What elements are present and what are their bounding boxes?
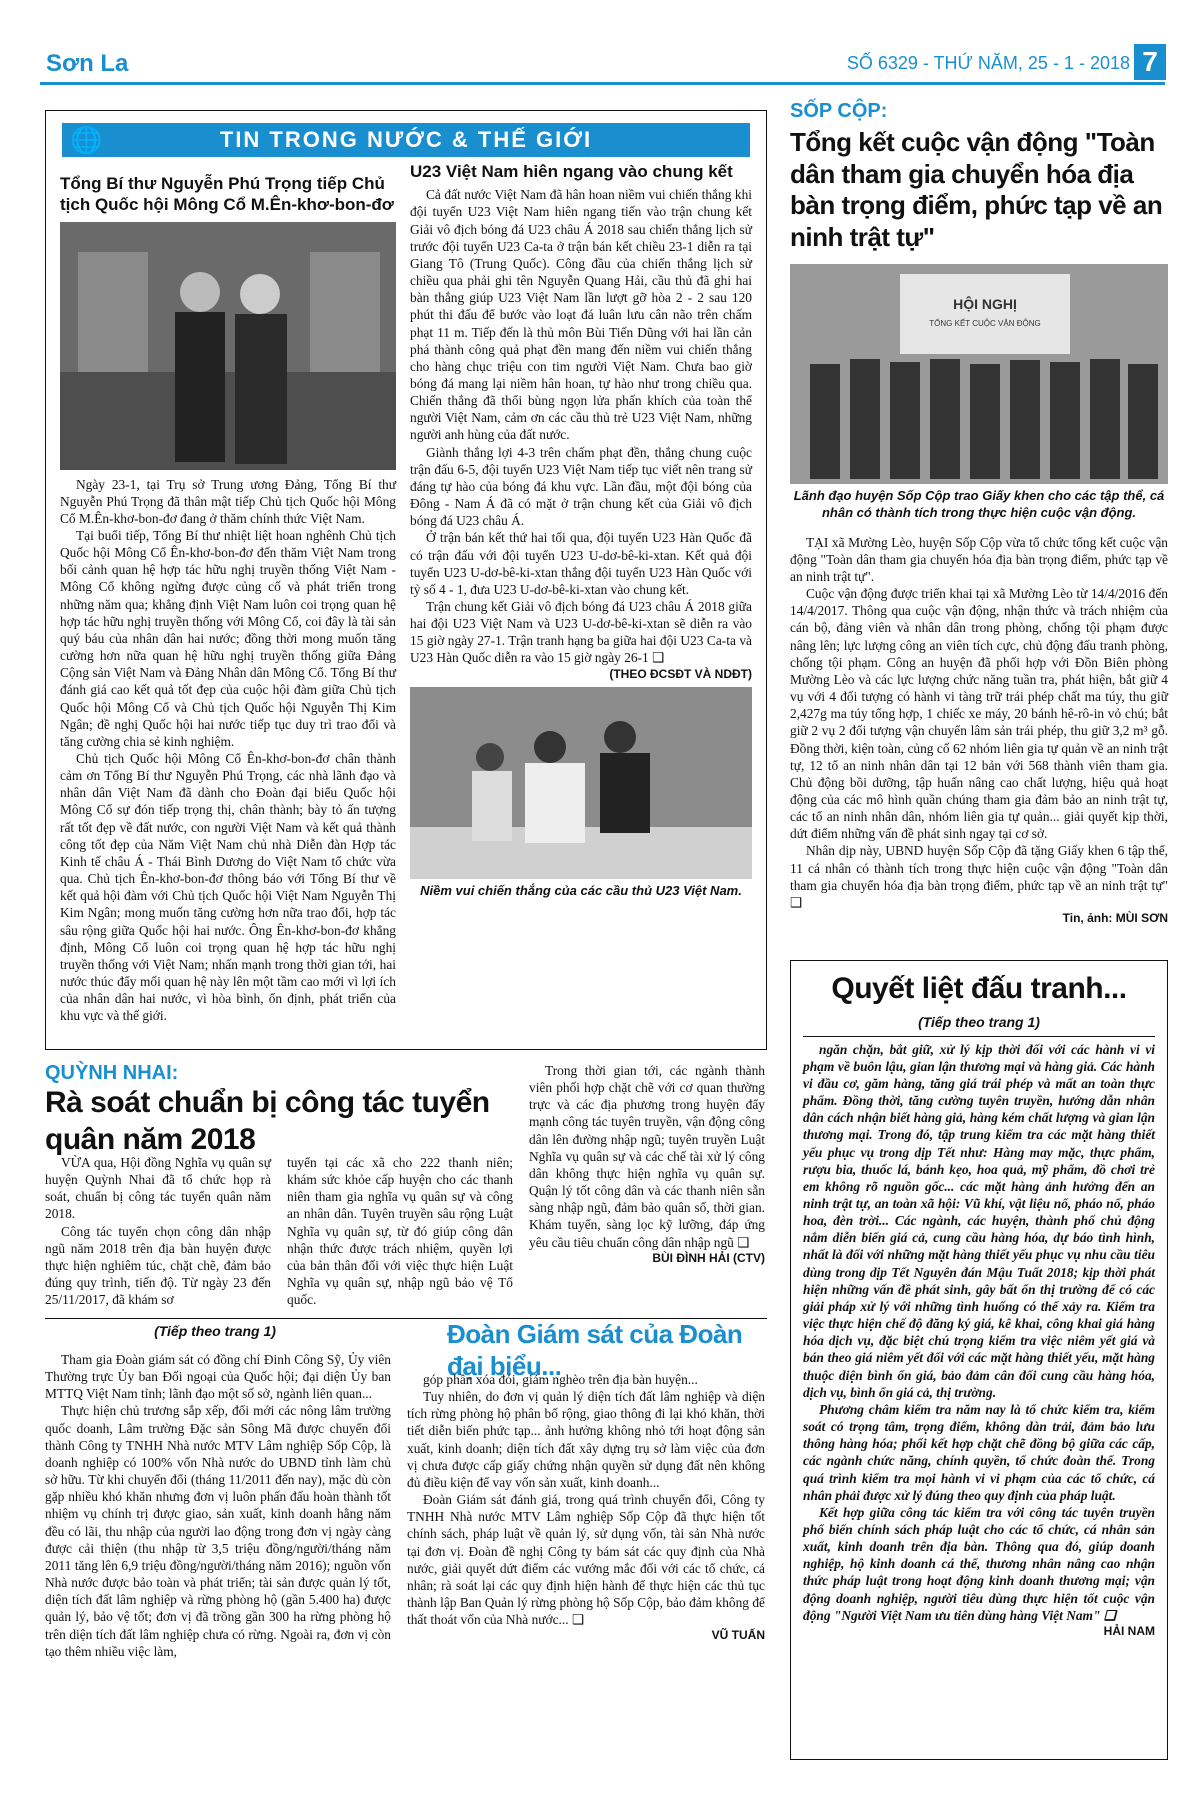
sopcop-para: Cuộc vận động được triển khai tại xã Mường Lèo từ 14/4/2016 đến 14/4/2017. Thông qua cuộc vận động, nhận thức và trách nhiệm của cán bộ, đảng viên và nhân dân trong phòng, chống tội phạm được nâng lên; lực lượng công an viên tích cực, chủ động đấu tranh phòng, chống tội phạm. Công an huyện đã phối hợp với Đồn Biên phòng Mường Lèo và các lực lượng chức năng tuần tra, phát hiện, bắt giữ 4 vụ với 4 đối tượng có hành vi tàng trữ trái phép chất ma túy, thu giữ 2,427g ma túy tổng hợp, 1 chiếc xe máy, 20 bánh hê-rô-in vỏ chú; bắt giữ 2 vụ 2 đối tượng vận chuyển lâm sản trái phép, thu giữ 3,2 m³ gỗ. Đồng thời, kiện toàn, củng cố 62 nhóm liên gia tự quản về an ninh trật tự, 12 tổ an ninh nhân dân tại 12 bản với 568 thành viên tham gia. Chủ động bồi dưỡng, tập huấn nâng cao chất lượng, hiệu quả hoạt động của các mô hình quần chúng tham gia đảm bảo an ninh trật tự, các tổ an ninh nhân dân, nhóm liên gia tự quản... giải quyết kịp thời, dứt điểm những vấn đề phát sinh ngay tại cơ sở. (790, 586, 1168, 842)
article-2-para: Ở trận bán kết thứ hai tối qua, đội tuyển U23 Hàn Quốc đã có trận đấu với đội tuyển U23 U-dơ-bê-ki-xtan. Kết quả đội tuyển U23 U-dơ-bê-ki-xtan thắng đội tuyển U23 Hàn Quốc với tỷ số 4 - 1, đưa U23 U-dơ-bê-ki-xtan vào chung kết. (410, 530, 752, 597)
sopcop-headline: Tổng kết cuộc vận động "Toàn dân tham gia chuyển hóa địa bàn trọng điểm, phức tạp về an ninh trật tự" (790, 127, 1163, 253)
photo-u23-celebration (410, 687, 752, 879)
photo-u23-caption: Niềm vui chiến thắng của các cầu thủ U23 Việt Nam. (420, 882, 742, 898)
doan-para: góp phần xóa đói, giảm nghèo trên địa bàn huyện... (423, 1372, 698, 1387)
sopcop-kicker: SỐP CỘP: (790, 100, 888, 122)
article-1-para: Tại buổi tiếp, Tổng Bí thư nhiệt liệt hoan nghênh Chủ tịch Quốc hội Mông Cổ Ên-khơ-bon-đơ đến thăm Việt Nam trong bối cảnh quan hệ hợp tác hữu nghị truyền thống Việt Nam - Mông Cổ không ngừng được củng cố và phát triển trong những năm qua; khẳng định Việt Nam luôn coi trọng quan hệ hợp tác hữu nghị truyền thống với Mông Cổ, coi đây là tài sản quý báu của nhân dân hai nước; đồng thời mong muốn tăng cường hơn nữa quan hệ hữu nghị truyền thống giữa Đảng Cộng sản Việt Nam và Đảng Nhân dân Mông Cổ. Tổng Bí thư đánh giá cao kết quả tốt đẹp của cuộc hội đàm giữa Chủ tịch Quốc hội Mông Cổ và Chủ tịch Quốc hội Nguyễn Thị Kim Ngân; đề nghị Quốc hội hai nước tiếp tục duy trì trao đổi và tăng cường chia sẻ kinh nghiệm. (60, 527, 396, 749)
quyet-para: ngăn chặn, bắt giữ, xử lý kịp thời đối với các hành vi vi phạm về buôn lậu, gian lận thương mại và hàng giả. Các hành vi đầu cơ, găm hàng, tăng giá trái phép và mất an toàn thực phẩm. Đồng thời, tăng cường tuyên truyền, hướng dẫn nhân dân cách nhận biết hàng giả, hàng kém chất lượng và gian lận thương mại. Trong đó, tập trung kiểm tra các mặt hàng thiết yếu phục vụ trong dịp Tết như: Hàng may mặc, thực phẩm, rượu bia, thuốc lá, bánh kẹo, hoa quả, mỹ phẩm, đồ chơi trẻ em không rõ nguồn gốc... các mặt hàng ảnh hưởng đến an ninh trật tự, an toàn xã hội: Vũ khí, vật liệu nổ, pháo nổ, pháo hoa, đèn trời... Các ngành, các huyện, thành phố chủ động nắm diễn biến giá cả, cung cầu hàng hóa, dự báo tình hình, nhất là đối với những mặt hàng thiết yếu phục vụ nhu cầu tiêu dùng trong dịp Tết Nguyên đán Mậu Tuất 2018; kịp thời phát hiện những vấn đề phát sinh, gây bất ổn thị trường để có các giải pháp xử lý với những tình huống có thể xảy ra. Kiểm tra việc thực hiện chế độ đăng ký giá, kê khai, công khai giá hàng hóa dịch vụ, đặc biệt chú trọng kiểm tra việc niêm yết giá và bán theo giá niêm yết đối với các mặt hàng thiết yếu, mặt hàng thuộc diện bình ổn giá, bảo đảm cân đối cung cầu hàng hóa, dịch vụ, bình ổn giá cả, thị trường. (803, 1041, 1155, 1400)
quyet-continued: (Tiếp theo trang 1) (918, 1013, 1040, 1030)
doan-byline: VŨ TUẤN (711, 1628, 765, 1643)
ceremony-banner-text: HỘI NGHỊ (953, 295, 1017, 312)
article-1-title: Tổng Bí thư Nguyễn Phú Trọng tiếp Chủ tịch Quốc hội Mông Cổ M.Ên-khơ-bon-đơ (60, 174, 394, 215)
article-1-para: Chủ tịch Quốc hội Mông Cổ Ên-khơ-bon-đơ chân thành cảm ơn Tổng Bí thư Nguyễn Phú Trọng, các nhà lãnh đạo và nhân dân Việt Nam đã dành cho Đoàn đại biểu Quốc hội Mông Cổ sự đón tiếp trọng thị, chân thành; bày tỏ ấn tượng rất tốt đẹp về đất nước, con người Việt Nam và kết quả thành công tốt đẹp của Năm Việt Nam chủ nhà Diễn đàn Hợp tác Kinh tế châu Á - Thái Bình Dương do Việt Nam tổ chức vừa qua. Chủ tịch Ên-khơ-bon-đơ thông báo với Tổng Bí thư về kết quả hội đàm với Chủ tịch Quốc hội Việt Nam Nguyễn Thị Kim Ngân; mong muốn tăng cường hơn nữa trao đổi, hợp tác sâu rộng giữa Quốc hội hai nước. Ông Ên-khơ-bon-đơ khẳng định, Mông Cổ luôn coi trọng quan hệ hợp tác hữu nghị truyền thống với Việt Nam; nhấn mạnh trong thời gian tới, hai nước thúc đẩy mối quan hệ này lên một tầm cao mới vì lợi ích của nhân dân hai nước, vì hòa bình, ổn định, phát triển của khu vực và thế giới. (60, 751, 396, 1024)
article-2-para: Trận chung kết Giải vô địch bóng đá U23 châu Á 2018 giữa hai đội U23 Việt Nam và U23 U-dơ-bê-ki-xtan sẽ diễn ra vào 15 giờ ngày 27-1. Trận tranh hạng ba giữa hai đội U23 Ca-ta và U23 Hàn Quốc diễn ra vào 15 giờ ngày 26-1 ❑ (410, 599, 752, 666)
quyet-para: Kết hợp giữa công tác kiểm tra với công tác tuyên truyền phổ biến chính sách pháp luật cho các tổ chức, cá nhân sản xuất, kinh doanh trên địa bàn. Thông qua đó, giúp doanh nghiệp, hộ kinh doanh cá thể, thương nhân nâng cao nhận thức pháp luật trong hoạt động kinh doanh thương mại; vận động doanh nghiệp, người tiêu dùng thực hiện tốt cuộc vận động "Người Việt Nam ưu tiên dùng hàng Việt Nam" ❑ (803, 1504, 1155, 1623)
doan-para: Tuy nhiên, do đơn vị quản lý diện tích đất lâm nghiệp và diện tích rừng phòng hộ phân bố rộng, giao thông đi lại khó khăn, thời tiết diễn biến phức tạp... ảnh hưởng không nhỏ tới hoạt động sản xuất, kinh doanh; diện tích đất xây dựng trụ sở làm việc của đơn vị chưa được cấp giấy chứng nhận quyền sử dụng đất nên không đủ điều kiện để vay vốn sản xuất, kinh doanh... (407, 1389, 765, 1490)
quynhnhai-para: Công tác tuyển chọn công dân nhập ngũ năm 2018 trên địa bàn huyện được thực hiện nghiêm túc, chặt chẽ, đảm bảo đúng quy trình, tiến độ. Từ ngày 23 đến 25/11/2017, đã khám sơ (45, 1223, 271, 1308)
article-1-para: Ngày 23-1, tại Trụ sở Trung ương Đảng, Tổng Bí thư Nguyễn Phú Trọng đã thân mật tiếp Chủ tịch Quốc hội Mông Cổ M.Ên-khơ-bon-đơ đang ở thăm chính thức Việt Nam. (60, 476, 396, 526)
news-box (45, 110, 767, 1050)
ceremony-image (790, 264, 1168, 484)
quynhnhai-col-3 (529, 1062, 765, 1265)
news-banner (62, 123, 750, 157)
doan-para: Đoàn Giám sát đánh giá, trong quá trình chuyển đổi, Công ty TNHH Nhà nước MTV Lâm nghiệp Sốp Cộp đã thực hiện tốt chính sách, pháp luật về quản lý, sử dụng vốn, tài sản Nhà nước tại đơn vị. Đoàn đề nghị Công ty bám sát các quy định của Nhà nước, giải quyết dứt điểm các vướng mắc đối với các tổ chức, cá nhân; rà soát lại các quy định hiện hành để thực hiện các thủ tục thành lập Ban Quản lý rừng phòng hộ Sốp Cộp, bảo đảm không để thất thoát vốn của Nhà nước... ❑ (407, 1492, 765, 1628)
sopcop-para: TẠI xã Mường Lèo, huyện Sốp Cộp vừa tổ chức tổng kết cuộc vận động "Toàn dân tham gia chuyển hóa địa bàn trọng điểm, phức tạp về an ninh trật tự". (790, 534, 1168, 584)
news-banner-label: TIN TRONG NƯỚC & THẾ GIỚI (219, 127, 593, 152)
issue-info: SỐ 6329 - THỨ NĂM, 25 - 1 - 2018 (846, 53, 1130, 73)
page-number: 7 (1134, 44, 1166, 80)
quyet-box (790, 960, 1168, 1760)
sopcop-para: Nhân dịp này, UBND huyện Sốp Cộp đã tặng Giấy khen 6 tập thể, 11 cá nhân có thành tích trong thực hiện cuộc vận động "Toàn dân tham gia chuyển hóa địa bàn trọng điểm, phức tạp về an ninh trật tự" ❑ (790, 843, 1168, 910)
quyet-headline: Quyết liệt đấu tranh... (831, 972, 1127, 1005)
ceremony-banner-sub: TỔNG KẾT CUỘC VẬN ĐỘNG (929, 318, 1041, 328)
handshake-image (60, 222, 396, 470)
photo-leaders-handshake (60, 222, 396, 470)
quynhnhai-article (45, 1062, 767, 1308)
quynhnhai-byline: BÙI ĐÌNH HẢI (CTV) (652, 1250, 765, 1265)
doan-col-1 (45, 1351, 391, 1660)
article-2-para: Giành thắng lợi 4-3 trên chấm phạt đền, thắng chung cuộc trận đấu 6-5, đội tuyển U23 Việt Nam tiếp tục viết nên trang sử đáng tự hào của bóng đá khu vực. Lần đầu, một đội bóng của Đông - Nam Á đã có mặt ở trận chung kết của Giải vô địch bóng đá U23 châu Á. (410, 444, 752, 529)
doan-col-2 (407, 1371, 765, 1642)
quynhnhai-col-1 (45, 1154, 271, 1308)
sopcop-article (790, 100, 1168, 925)
quynhnhai-para: Trong thời gian tới, các ngành thành viên phối hợp chặt chẽ với cơ quan thường trực và các địa phương trong huyện đẩy mạnh công tác tuyên truyền, vận động công dân lên đường nhập ngũ; tuyên truyền Luật Nghĩa vụ quân sự và các chế tài xử lý công dân không thực hiện nghĩa vụ quân sự. Quận lý tốt công dân và các thanh niên sẵn sàng nhập ngũ, đảm bảo quân số, thời gian. Khám tuyển, sàng lọc kỹ lưỡng, đáp ứng yêu cầu tiêu chuẩn công dân nhập ngũ ❑ (529, 1063, 765, 1250)
news-col-2 (410, 161, 752, 900)
celebration-image (410, 687, 752, 879)
doan-article (45, 1318, 767, 1659)
article-2-para: Cả đất nước Việt Nam đã hân hoan niềm vui chiến thắng khi đội tuyển U23 Việt Nam hiên ngang tiến vào trận chung kết Giải vô địch bóng đá U23 châu Á 2018 sau chiến thắng lịch sử trước đội tuyển U23 Ca-ta ở trận bán kết chiều 23-1 diễn ra tại Giang Tô (Trung Quốc). Công đầu của chiến thắng lịch sử chiều qua phải ghi tên Nguyễn Quang Hải, cầu thủ đã ghi hai bàn thắng giúp U23 Việt Nam lần lượt gỡ hòa 2 - 2 sau 120 phút thi đấu để bước vào loạt đá luân lưu cân não trên chấm phạt 11 m. Tiếp đến là thủ môn Bùi Tiến Dũng với hai lần cản phá thành công quả phạt đền mang đến niềm vui chiến thắng cho hàng chục triệu con tim người Việt Nam. Chưa bao giờ bóng đá mang lại niềm hân hoan, tự hào như trong chiều qua. Chiến thắng đã thổi bùng ngọn lửa phấn khích của toàn thể người Việt Nam, cảm ơn các cầu thủ trẻ U23 Việt Nam, những người anh hùng của đất nước. (410, 187, 752, 443)
section-name: Sơn La (46, 50, 129, 77)
quynhnhai-col-2 (287, 1154, 513, 1308)
photo-award-ceremony (790, 264, 1168, 484)
doan-para: Thực hiện chủ trương sắp xếp, đổi mới các nông lâm trường quốc doanh, Lâm trường Đặc sản Sông Mã được chuyển đổi thành Công ty TNHH Nhà nước MTV Lâm nghiệp Sốp Cộp, là doanh nghiệp có 100% vốn Nhà nước do UBND tỉnh làm chủ sở hữu. Từ khi chuyển đổi (tháng 11/2011 đến nay), mặc dù còn gặp nhiều khó khăn nhưng đơn vị luôn phấn đấu hoàn thành tốt nhiệm vụ chính trị được giao, sản xuất, kinh doanh hằng năm đều có lãi, thu nhập của người lao động trong đơn vị ngày càng được cải thiện (thu nhập từ 3,5 triệu đồng/người/tháng năm 2011 tăng lên 6,9 triệu đồng/người/tháng năm 2016); nguồn vốn Nhà nước được bảo toàn và phát triển; tài sản được quản lý tốt, diện tích đất lâm nghiệp và rừng phòng hộ (gần 5.400 ha) được quản lý, bảo vệ tốt; đơn vị đã trồng gần 300 ha rừng phòng hộ trên diện tích đất lâm nghiệp chưa có rừng. Ngoài ra, đơn vị còn tạo thêm nhiều việc làm, (45, 1403, 391, 1659)
quynhnhai-para: tuyển tại các xã cho 222 thanh niên; khám sức khỏe cấp huyện cho các thanh niên tham gia nghĩa vụ quân sự và công an nhân dân. Tuyên truyền sâu rộng Luật Nghĩa vụ quân sự, từ đó giúp công dân nhận thức được trách nhiệm, quyền lợi của bản thân đối với việc thực hiện Luật Nghĩa vụ quân sự, nhập ngũ bảo vệ Tổ quốc. (287, 1155, 513, 1308)
doan-headline: Đoàn Giám sát của Đoàn đại biểu... (447, 1319, 743, 1381)
doan-para: Tham gia Đoàn giám sát có đồng chí Đinh Công Sỹ, Ủy viên Thường trực Ủy ban Đối ngoại của Quốc hội; đại diện Ủy ban MTTQ Việt Nam tỉnh; lãnh đạo một số sở, ngành liên quan... (45, 1352, 391, 1402)
sopcop-byline: Tin, ảnh: MÙI SƠN (1062, 911, 1168, 926)
quynhnhai-headline: Rà soát chuẩn bị công tác tuyển quân năm 2018 (45, 1086, 490, 1156)
quynhnhai-para: VỪA qua, Hội đồng Nghĩa vụ quân sự huyện Quỳnh Nhai đã tổ chức họp rà soát, chuẩn bị công tác tuyển quân năm 2018. (45, 1155, 271, 1222)
quyet-byline: HẢI NAM (1103, 1623, 1155, 1638)
article-2-source: (THEO ĐCSĐT VÀ NDĐT) (609, 666, 752, 681)
quynhnhai-kicker: QUỲNH NHAI: (45, 1062, 179, 1084)
news-col-1 (60, 173, 396, 1025)
article-2-title: U23 Việt Nam hiên ngang vào chung kết (410, 162, 733, 181)
globe-icon: 🌐 (70, 125, 105, 155)
header-rule (40, 82, 1165, 85)
sopcop-caption: Lãnh đạo huyện Sốp Cộp trao Giấy khen cho các tập thể, cá nhân có thành tích trong thực hiện cuộc vận động. (793, 487, 1165, 520)
doan-continued: (Tiếp theo trang 1) (154, 1323, 276, 1339)
quyet-para: Phương châm kiểm tra năm nay là tổ chức kiểm tra, kiểm soát có trọng tâm, trọng điểm, không dàn trải, đảm bảo lưu thông hàng hóa; phối kết hợp chặt chẽ đồng bộ giữa các cấp, các ngành chức năng, chính quyền, tổ chức đoàn thể. Trong quá trình kiểm tra mọi hành vi vi phạm của các tổ chức, cá nhân phải được xử lý đúng theo quy định của pháp luật. (803, 1401, 1155, 1503)
